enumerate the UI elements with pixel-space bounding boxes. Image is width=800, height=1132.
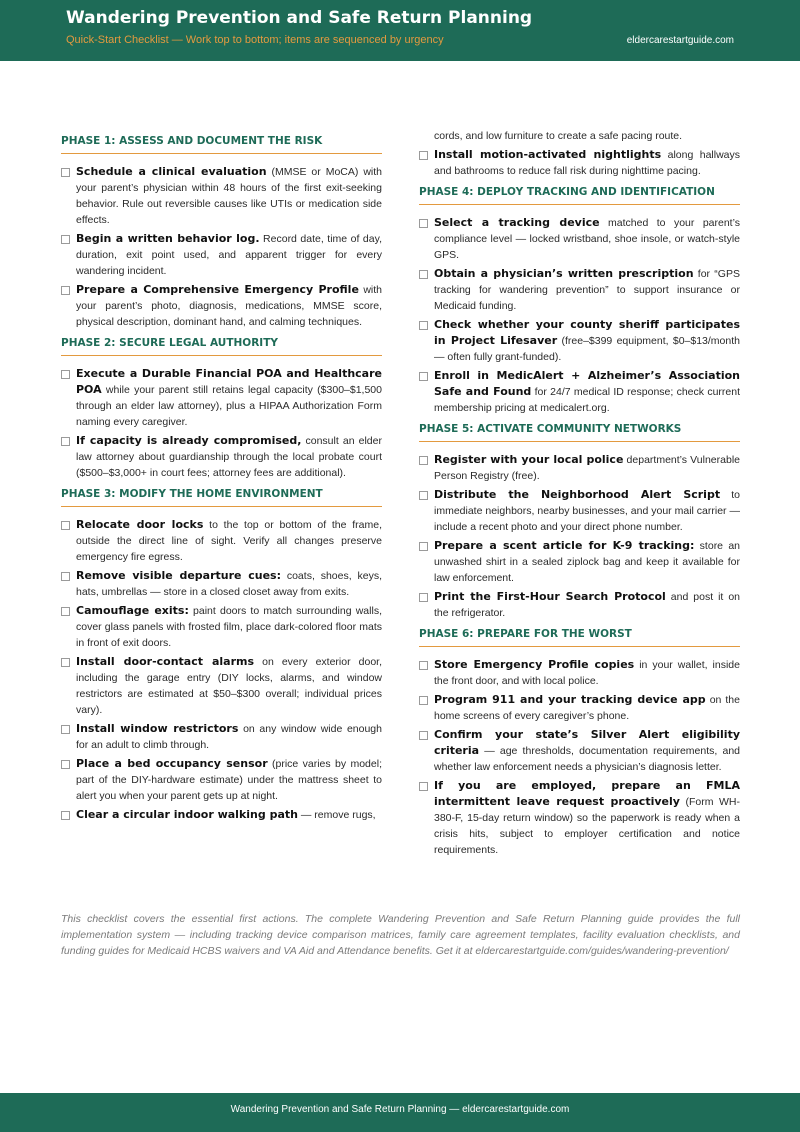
item-detail: — remove rugs, (297, 809, 376, 821)
checkbox[interactable] (61, 572, 70, 581)
item-detail: (price varies by model; part of the DIY-hardware estimate) under the mattress sheet to alert you when your parent gets up at night. (76, 758, 382, 802)
checklist-item (61, 654, 382, 718)
item-heading: Print the First-Hour Search Protocol (434, 590, 666, 603)
item-detail: in your wallet, inside the front door, and with local police. (434, 659, 740, 687)
item-heading: Remove visible departure cues: (76, 569, 281, 582)
item-detail: department’s Vulnerable Person Registry (free). (434, 454, 740, 482)
phase-title: PHASE 4: DEPLOY TRACKING AND IDENTIFICATION (419, 186, 740, 205)
checkbox[interactable] (419, 219, 428, 228)
item-detail: coats, shoes, keys, hats, umbrellas — store in a closed closet away from exits. (76, 570, 382, 598)
checkbox[interactable] (419, 151, 428, 160)
checkbox[interactable] (419, 696, 428, 705)
item-heading: Install door-contact alarms (76, 655, 255, 668)
item-detail: while your parent still retains legal capacity ($300–$1,500 through an elder law attorney), plus a HIPAA Authorization Form naming every caregiver. (76, 384, 382, 428)
checkbox[interactable] (61, 235, 70, 244)
checklist (419, 657, 740, 858)
item-heading: Select a tracking device (434, 216, 600, 229)
item-detail: and post it on the refrigerator. (434, 591, 741, 619)
item-heading: Check whether your county sheriff participates in Project Lifesaver (434, 318, 740, 347)
checkbox[interactable] (61, 760, 70, 769)
checkbox[interactable] (61, 521, 70, 530)
checkbox[interactable] (61, 607, 70, 616)
item-heading: Execute a Durable Financial POA and Healthcare POA (76, 367, 382, 396)
checkbox[interactable] (419, 456, 428, 465)
phase-5 (419, 423, 740, 621)
checklist-item (61, 282, 382, 330)
checklist-item (419, 589, 740, 621)
item-heading: Clear a circular indoor walking path (76, 808, 298, 821)
page-header (0, 0, 800, 61)
item-detail: to immediate neighbors, nearby businesses, and your mail carrier — include a recent photo and your direct phone number. (434, 489, 740, 533)
checklist-item (419, 727, 740, 775)
item-heading: Install window restrictors (76, 722, 239, 735)
item-detail: on the home screens of every caregiver’s phone. (434, 694, 740, 722)
checklist-item (419, 147, 740, 179)
item-detail: (Form WH-380-F, 15-day return window) so the paperwork is ready when a crisis hits, subject to employer certification and notice requirements. (434, 796, 740, 856)
item-heading: Confirm your state’s Silver Alert eligibility criteria (434, 728, 740, 757)
item-heading: If you are employed, prepare an FMLA intermittent leave request proactively (434, 779, 740, 808)
checkbox[interactable] (419, 542, 428, 551)
item-heading: Camouflage exits: (76, 604, 189, 617)
item-detail: on every exterior door, including the garage entry (DIY locks, alarms, and window restrictors are estimated at $50–$300 overall; individual prices vary). (76, 656, 383, 716)
item-detail: with your parent’s photo, diagnosis, medications, MMSE score, physical description, dominant hand, and calming techniques. (76, 284, 382, 328)
item-heading: Store Emergency Profile copies (434, 658, 635, 671)
item-heading: Install motion-activated nightlights (434, 148, 662, 161)
item-detail: consult an elder law attorney about guardianship through the local probate court ($500–$3,000+ in court fees; attorney fees are additional). (76, 435, 382, 479)
phase-title: PHASE 5: ACTIVATE COMMUNITY NETWORKS (419, 423, 740, 442)
checklist-item (419, 266, 740, 314)
checklist-item (61, 164, 382, 228)
item-heading: Schedule a clinical evaluation (76, 165, 267, 178)
phase-6 (419, 628, 740, 858)
checklist-item (419, 778, 740, 858)
checkbox[interactable] (61, 437, 70, 446)
item-detail: matched to your parent’s compliance level — locked wristband, shoe insole, or watch-style GPS. (434, 217, 740, 261)
right-column (419, 128, 740, 861)
checklist-item (61, 366, 382, 430)
item-heading: If capacity is already compromised, (76, 434, 302, 447)
checkbox[interactable] (419, 270, 428, 279)
item-heading: Begin a written behavior log. (76, 232, 260, 245)
checkbox[interactable] (61, 370, 70, 379)
checklist-item (61, 433, 382, 481)
checkbox[interactable] (419, 593, 428, 602)
checklist-item (61, 721, 382, 753)
checkbox[interactable] (419, 372, 428, 381)
checklist (419, 147, 740, 179)
phase-title: PHASE 3: MODIFY THE HOME ENVIRONMENT (61, 488, 382, 507)
item-heading: Obtain a physician’s written prescription (434, 267, 694, 280)
item-detail: to the top or bottom of the frame, outside the direct line of sight. Verify all changes preserve emergency fire egress. (76, 519, 382, 563)
item-heading: Relocate door locks (76, 518, 204, 531)
item-detail: — age thresholds, documentation requirements, and whether law enforcement needs a physician’s diagnosis letter. (434, 745, 740, 773)
checkbox[interactable] (419, 321, 428, 330)
item-detail: (MMSE or MoCA) with your parent’s physician within 48 hours of the first exit-seeking behavior. Rule out reversible causes like UTIs or medication side effects. (76, 166, 382, 226)
checklist-item (419, 317, 740, 365)
checklist-item (61, 807, 382, 823)
item-continuation: cords, and low furniture to create a safe pacing route. (434, 130, 683, 142)
item-detail: Record date, time of day, duration, exit point used, and apparent trigger for every wandering incident. (76, 233, 382, 277)
checklist-item (419, 692, 740, 724)
checkbox[interactable] (419, 782, 428, 791)
checkbox[interactable] (61, 168, 70, 177)
checklist (61, 517, 382, 823)
checklist-item (419, 452, 740, 484)
phase-title: PHASE 6: PREPARE FOR THE WORST (419, 628, 740, 647)
left-column (61, 128, 382, 826)
phase-title: PHASE 2: SECURE LEGAL AUTHORITY (61, 337, 382, 356)
item-detail: on any window wide enough for an adult to climb through. (76, 723, 382, 751)
phase-4 (419, 186, 740, 416)
closing-note: This checklist covers the essential first actions. The complete Wandering Prevention and Safe Return Planning guide provides the full implementation system — including tracking device comparison matrices, family care agreement templates, facility evaluation checklists, and funding guides for Medicaid HCBS waivers and VA Aid and Attendance benefits. Get it at eldercarestartguide.com/guides/wandering-prevention/ (61, 913, 740, 957)
phase-1 (61, 135, 382, 330)
phase-title: PHASE 1: ASSESS AND DOCUMENT THE RISK (61, 135, 382, 154)
page-footer (0, 1093, 800, 1132)
item-detail: (free–$399 equipment, $0–$13/month — often fully grant-funded). (434, 335, 740, 363)
item-heading: Distribute the Neighborhood Alert Script (434, 488, 721, 501)
header-url: eldercarestartguide.com (626, 35, 734, 46)
checklist (61, 164, 382, 330)
item-detail: for “GPS tracking for wandering prevention” to support insurance or Medicaid funding. (434, 268, 740, 312)
checkbox[interactable] (419, 491, 428, 500)
checklist-item (419, 368, 740, 416)
checkbox[interactable] (419, 731, 428, 740)
item-detail: paint doors to match surrounding walls, cover glass panels with frosted film, place dark-colored floor mats in front of exit doors. (76, 605, 382, 649)
checklist-item (419, 487, 740, 535)
checklist-item (61, 603, 382, 651)
checklist-item (61, 756, 382, 804)
checklist-item (61, 568, 382, 600)
item-heading: Enroll in MedicAlert + Alzheimer’s Association Safe and Found (434, 369, 740, 398)
item-detail: for 24/7 medical ID response; check current membership pricing at medicalert.org. (434, 386, 740, 414)
phase-3 (61, 488, 382, 823)
checklist-item (419, 657, 740, 689)
checklist-item (419, 538, 740, 586)
item-heading: Prepare a scent article for K-9 tracking: (434, 539, 695, 552)
checklist (419, 452, 740, 621)
page-title: Wandering Prevention and Safe Return Planning (66, 8, 533, 28)
checklist (419, 215, 740, 416)
checkbox[interactable] (61, 811, 70, 820)
page-subtitle: Quick-Start Checklist — Work top to bottom; items are sequenced by urgency (66, 34, 444, 46)
item-heading: Prepare a Comprehensive Emergency Profile (76, 283, 359, 296)
checkbox[interactable] (419, 661, 428, 670)
checkbox[interactable] (61, 286, 70, 295)
item-heading: Program 911 and your tracking device app (434, 693, 706, 706)
checklist-item (61, 517, 382, 565)
checkbox[interactable] (61, 725, 70, 734)
item-detail: along hallways and bathrooms to reduce fall risk during nighttime pacing. (434, 149, 740, 177)
item-heading: Register with your local police (434, 453, 624, 466)
phase-2 (61, 337, 382, 481)
checkbox[interactable] (61, 658, 70, 667)
checklist (61, 366, 382, 481)
item-detail: store an unwashed shirt in a sealed ziplock bag and keep it available for law enforcement. (434, 540, 740, 584)
footer-text: Wandering Prevention and Safe Return Planning — eldercarestartguide.com (230, 1104, 570, 1115)
checklist-item (419, 215, 740, 263)
checklist-item (61, 231, 382, 279)
item-heading: Place a bed occupancy sensor (76, 757, 268, 770)
